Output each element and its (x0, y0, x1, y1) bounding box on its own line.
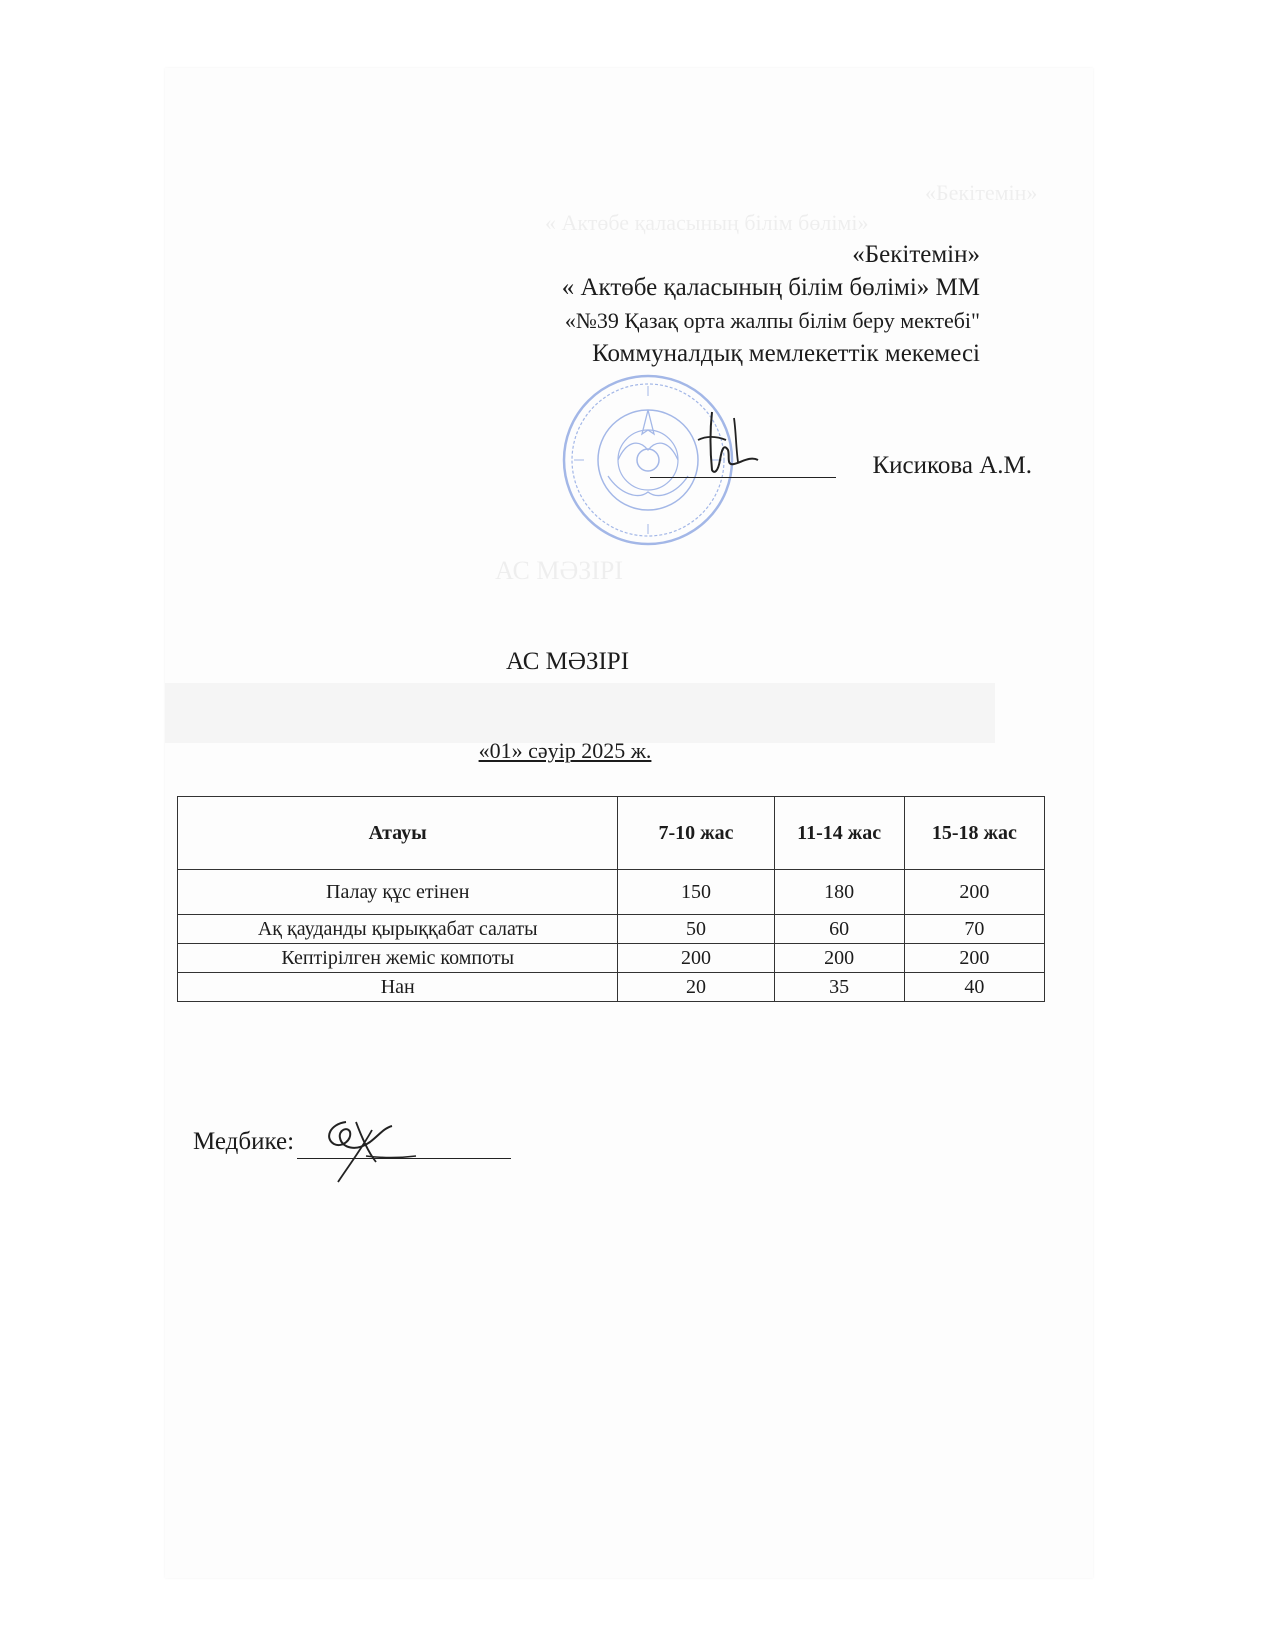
portion-15-18: 200 (904, 944, 1044, 973)
table-row (178, 915, 1045, 944)
bleed-through-text: АС МӘЗІРІ (495, 556, 624, 585)
portion-11-14: 60 (774, 915, 904, 944)
approval-institution-type: Коммуналдық мемлекеттік мекемесі (592, 340, 980, 367)
bleed-through-table (165, 683, 995, 743)
portion-15-18: 200 (904, 870, 1044, 915)
approval-department: « Актөбе қаласының білім бөлімі» ММ (561, 274, 980, 301)
director-signature-row (650, 440, 1032, 480)
portion-11-14: 35 (774, 973, 904, 1002)
portion-15-18: 70 (904, 915, 1044, 944)
table-row (178, 870, 1045, 915)
column-header-age-11-14: 11-14 жас (774, 797, 904, 870)
portion-11-14: 180 (774, 870, 904, 915)
dish-name: Кептірілген жеміс компоты (178, 944, 618, 973)
document-title: АС МӘЗІРІ (505, 648, 630, 675)
director-signature-icon (680, 410, 770, 482)
column-header-age-15-18: 15-18 жас (904, 797, 1044, 870)
column-header-age-7-10: 7-10 жас (618, 797, 774, 870)
dish-name: Ақ қауданды қырыққабат салаты (178, 915, 618, 944)
table-row (178, 944, 1045, 973)
portion-7-10: 50 (618, 915, 774, 944)
portion-7-10: 200 (618, 944, 774, 973)
portion-11-14: 200 (774, 944, 904, 973)
approval-heading: «Бекітемін» (852, 241, 980, 268)
document-date: «01» сәуір 2025 ж. (478, 738, 652, 763)
table-row (178, 973, 1045, 1002)
bleed-through-text: «Бекітемін» (925, 180, 1038, 205)
nurse-label: Медбике: (193, 1128, 295, 1155)
approval-block (562, 238, 980, 370)
director-name: Кисикова А.М. (872, 452, 1032, 479)
menu-table (177, 796, 1045, 1002)
dish-name: Палау құс етінен (178, 870, 618, 915)
bleed-through-text: « Актөбе қаласының білім бөлімі» (545, 210, 869, 235)
dish-name: Нан (178, 973, 618, 1002)
portion-15-18: 40 (904, 973, 1044, 1002)
table-header-row (178, 797, 1045, 870)
approval-school: «№39 Қазақ орта жалпы білім беру мектебі" (564, 308, 980, 333)
portion-7-10: 20 (618, 973, 774, 1002)
nurse-signature-icon (310, 1108, 420, 1186)
portion-7-10: 150 (618, 870, 774, 915)
column-header-name: Атауы (178, 797, 618, 870)
